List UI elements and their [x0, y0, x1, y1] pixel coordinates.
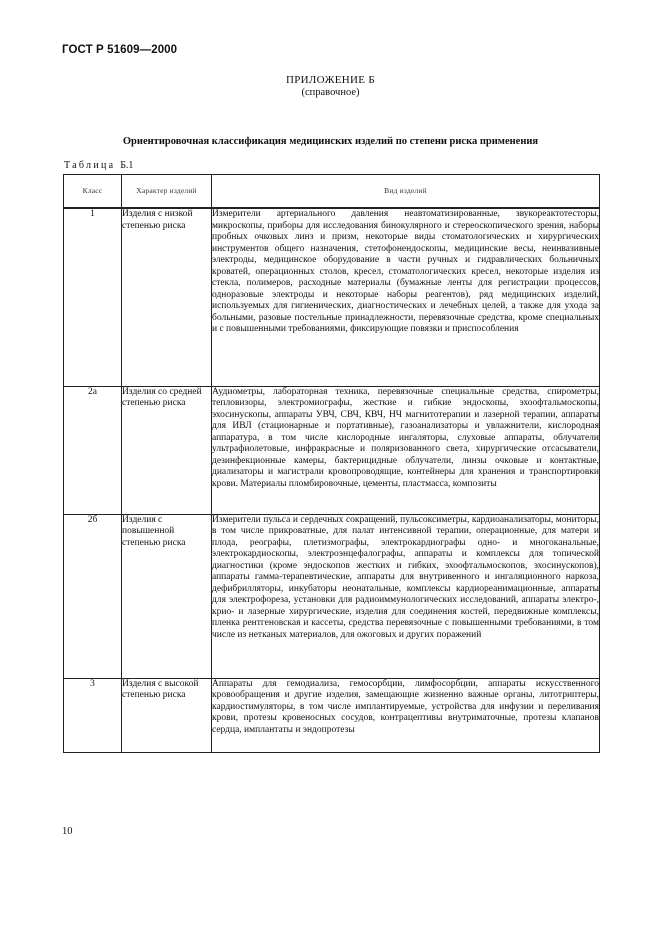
classification-table	[63, 174, 600, 753]
table-row	[64, 386, 600, 514]
table-row	[64, 514, 600, 678]
table-caption-number: Б.1	[120, 160, 134, 171]
risk-cell: Изделия с повышенной степенью риска	[122, 514, 212, 678]
table-caption-word: Таблица	[64, 160, 116, 171]
table-header-row	[64, 175, 600, 209]
table-row	[64, 678, 600, 752]
document-id: ГОСТ Р 51609—2000	[62, 44, 178, 56]
table-caption	[64, 160, 133, 171]
table-row	[64, 208, 600, 386]
column-header-products: Вид изделий	[212, 175, 600, 209]
class-cell: 1	[64, 208, 122, 386]
products-cell: Измерители пульса и сердечных сокращений, пульсоксиметры, кардиоанализаторы, мониторы, в том числе прикроватные, для палат интенсивной терапии, операционные, для матери и плода, реографы, плетизмографы, электрокардиографы одно- и многоканальные, электрокардиоскопы, электроэнцефалографы, аппараты и комплексы для топической диагностики (кроме эндоскопов жестких и гибких, эхоофтальмоскопов, эхосинускопов), аппараты гамма-терапевтические, аппараты для внутривенного и ингаляционного наркоза, дефибрилляторы, инкубаторы неонатальные, комплексы кардиореанимационные, аппараты для электрофореза, установки для радиоиммунологических исследований, аппараты электро-, крио- и лазерные хирургические, изделия для соединения костей, передвижные комплексы, пленка рентгеновская и кассеты, средства перевязочные с повышенными требованиями, в том числе из нетканых материалов, для ожоговых и других поражений	[212, 514, 600, 678]
class-cell: 2а	[64, 386, 122, 514]
risk-cell: Изделия со средней степенью риска	[122, 386, 212, 514]
appendix-title: ПРИЛОЖЕНИЕ Б	[286, 74, 375, 86]
section-heading: Ориентировочная классификация медицинских изделий по степени риска применения	[122, 136, 539, 147]
class-cell: 2б	[64, 514, 122, 678]
products-cell: Измерители артериального давления неавтоматизированные, звукореактотесторы, микроскопы, приборы для исследования бинокулярного и стереоскопического зрения, наборы пробных очковых линз и призм, некоторые виды стоматологических и хирургических инструментов общего назначения, стетофонендоскопы, медицинские весы, неинвазивные электроды, медицинское оборудование в части ручных и гидравлических больничных кроватей, операционных столов, кресел, стоматологических кресел, некоторые изделия из стекла, полимеров, расходные материалы (бумажные ленты для регистрации процессов, одноразовые электроды и некоторые наборы реагентов), ряд медицинских изделий, используемых для гигиенических, диагностических и лечебных целей, а также для ухода за больными, разовые постельные принадлежности, перевязочные средства, кроме специальных и с повышенными требованиями, фиксирующие повязки и приспособления	[212, 208, 600, 386]
class-cell: 3	[64, 678, 122, 752]
risk-cell: Изделия с высокой степенью риска	[122, 678, 212, 752]
products-cell: Аппараты для гемодиализа, гемосорбции, лимфосорбции, аппараты искусственного кровообращения и другие изделия, замещающие жизненно важные органы, литотриптеры, кардиостимуляторы, в том числе имплантируемые, устройства для инфузии и переливания крови, протезы кровеносных сосудов, контрацептивы внутриматочные, протезы клапанов сердца, имплантаты и эндопротезы	[212, 678, 600, 752]
column-header-risk: Характер изделий	[122, 175, 212, 209]
page-number: 10	[62, 826, 73, 837]
risk-cell: Изделия с низкой степенью риска	[122, 208, 212, 386]
appendix-subtitle: (справочное)	[301, 87, 360, 98]
column-header-class: Класс	[64, 175, 122, 209]
products-cell: Аудиометры, лабораторная техника, перевязочные специальные средства, спирометры, тепловизоры, электромиографы, жесткие и гибкие эндоскопы, эхоофтальмоскопы, эхосинускопы, аппараты УВЧ, СВЧ, КВЧ, НЧ магнитотерапии и лазерной терапии, аппараты для ИВЛ (стационарные и портативные), газоанализаторы и увлажнители, кислородная аппаратура, в том числе кислородные ингаляторы, слуховые аппараты, облучатели ультрафиолетовые, инфракрасные и поляризованного света, хирургические отсасыватели, дезинфекционные камеры, бактерицидные облучатели, линзы очковые и контактные, диализаторы и магистрали кровопроводящие, контейнеры для хранения и транспортировки крови. Материалы пломбировочные, цементы, пластмасса, композиты	[212, 386, 600, 514]
